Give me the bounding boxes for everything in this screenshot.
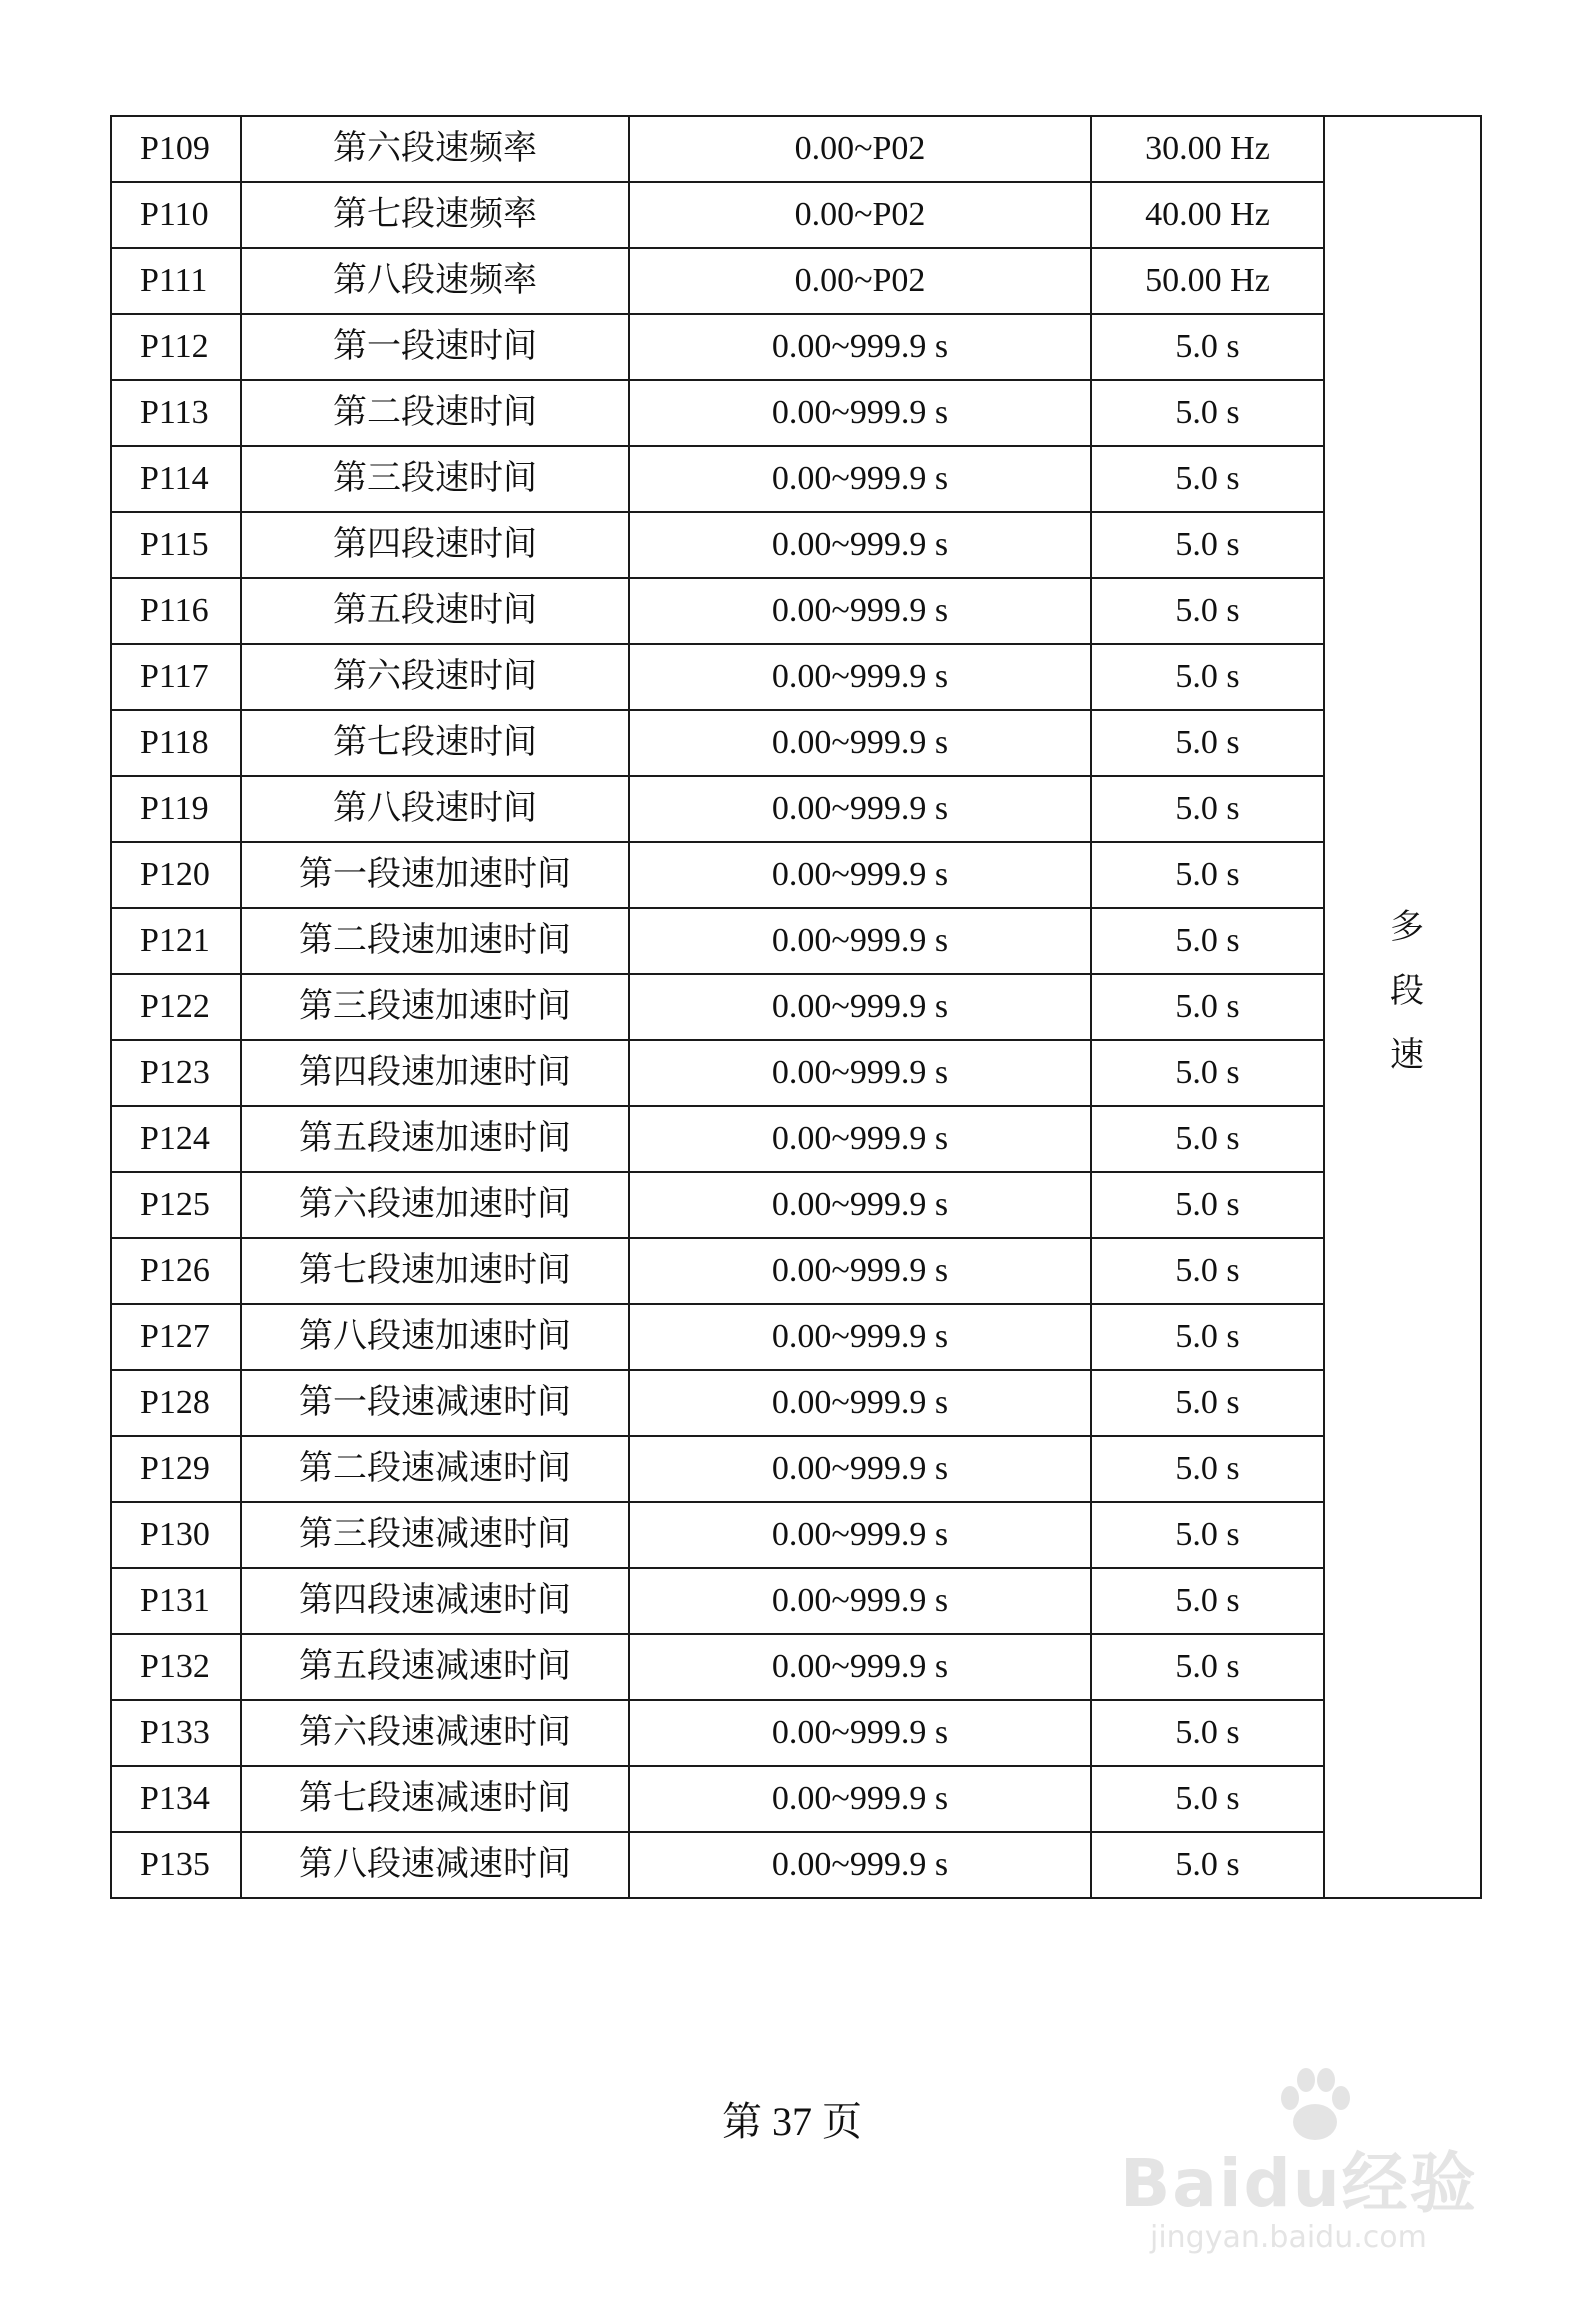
param-name-cell: 第七段速频率 [241,182,629,248]
param-code-cell: P111 [111,248,241,314]
param-default-cell: 5.0 s [1091,1040,1324,1106]
parameter-table [110,115,1482,1899]
param-range-cell: 0.00~999.9 s [629,1436,1091,1502]
param-range-cell: 0.00~999.9 s [629,1106,1091,1172]
param-code-cell: P118 [111,710,241,776]
param-name-cell: 第四段速时间 [241,512,629,578]
param-default-cell: 5.0 s [1091,1766,1324,1832]
param-name-cell: 第五段速时间 [241,578,629,644]
param-code-cell: P127 [111,1304,241,1370]
param-code-cell: P119 [111,776,241,842]
param-range-cell: 0.00~999.9 s [629,1832,1091,1898]
table-row [111,380,1481,446]
param-name-cell: 第五段速加速时间 [241,1106,629,1172]
param-default-cell: 5.0 s [1091,512,1324,578]
param-range-cell: 0.00~999.9 s [629,1634,1091,1700]
page-number: 第 37 页 [722,2099,862,2144]
param-default-cell: 5.0 s [1091,1106,1324,1172]
param-default-cell: 5.0 s [1091,1634,1324,1700]
param-code-cell: P124 [111,1106,241,1172]
param-code-cell: P120 [111,842,241,908]
table-row [111,776,1481,842]
param-default-cell: 5.0 s [1091,380,1324,446]
param-range-cell: 0.00~P02 [629,248,1091,314]
param-default-cell: 5.0 s [1091,842,1324,908]
param-default-cell: 5.0 s [1091,1436,1324,1502]
param-code-cell: P122 [111,974,241,1040]
param-code-cell: P134 [111,1766,241,1832]
param-code-cell: P114 [111,446,241,512]
param-name-cell: 第三段速加速时间 [241,974,629,1040]
param-code-cell: P115 [111,512,241,578]
param-default-cell: 5.0 s [1091,1832,1324,1898]
param-code-cell: P121 [111,908,241,974]
table-row [111,1832,1481,1898]
param-code-cell: P117 [111,644,241,710]
param-range-cell: 0.00~999.9 s [629,1370,1091,1436]
param-name-cell: 第八段速加速时间 [241,1304,629,1370]
param-default-cell: 5.0 s [1091,578,1324,644]
param-range-cell: 0.00~999.9 s [629,380,1091,446]
param-range-cell: 0.00~999.9 s [629,842,1091,908]
table-row [111,842,1481,908]
watermark-url: jingyan.baidu.com [1150,2220,1427,2255]
param-name-cell: 第八段速减速时间 [241,1832,629,1898]
param-default-cell: 5.0 s [1091,1304,1324,1370]
param-name-cell: 第一段速时间 [241,314,629,380]
param-default-cell: 40.00 Hz [1091,182,1324,248]
param-name-cell: 第三段速减速时间 [241,1502,629,1568]
param-range-cell: 0.00~999.9 s [629,1172,1091,1238]
param-range-cell: 0.00~999.9 s [629,1568,1091,1634]
param-code-cell: P123 [111,1040,241,1106]
param-range-cell: 0.00~999.9 s [629,644,1091,710]
watermark-brand: Baidu经验 [1120,2145,1478,2222]
param-range-cell: 0.00~999.9 s [629,446,1091,512]
param-code-cell: P125 [111,1172,241,1238]
param-name-cell: 第二段速时间 [241,380,629,446]
param-name-cell: 第八段速时间 [241,776,629,842]
param-code-cell: P109 [111,116,241,182]
param-code-cell: P128 [111,1370,241,1436]
param-range-cell: 0.00~999.9 s [629,1700,1091,1766]
param-range-cell: 0.00~999.9 s [629,1502,1091,1568]
param-code-cell: P130 [111,1502,241,1568]
param-name-cell: 第一段速减速时间 [241,1370,629,1436]
table-row [111,1634,1481,1700]
table-row [111,644,1481,710]
param-code-cell: P132 [111,1634,241,1700]
table-row [111,314,1481,380]
param-name-cell: 第四段速减速时间 [241,1568,629,1634]
param-code-cell: P113 [111,380,241,446]
table-row [111,908,1481,974]
param-range-cell: 0.00~P02 [629,116,1091,182]
table-row [111,1172,1481,1238]
param-name-cell: 第四段速加速时间 [241,1040,629,1106]
param-default-cell: 5.0 s [1091,974,1324,1040]
param-default-cell: 50.00 Hz [1091,248,1324,314]
table-row [111,1106,1481,1172]
param-code-cell: P135 [111,1832,241,1898]
table-row [111,1436,1481,1502]
param-name-cell: 第五段速减速时间 [241,1634,629,1700]
param-default-cell: 5.0 s [1091,1502,1324,1568]
param-name-cell: 第七段速时间 [241,710,629,776]
param-range-cell: 0.00~999.9 s [629,1040,1091,1106]
param-default-cell: 30.00 Hz [1091,116,1324,182]
param-code-cell: P131 [111,1568,241,1634]
param-default-cell: 5.0 s [1091,644,1324,710]
param-range-cell: 0.00~999.9 s [629,974,1091,1040]
param-range-cell: 0.00~999.9 s [629,578,1091,644]
param-range-cell: 0.00~999.9 s [629,776,1091,842]
table-row [111,1040,1481,1106]
param-name-cell: 第七段速加速时间 [241,1238,629,1304]
param-default-cell: 5.0 s [1091,1172,1324,1238]
table-row [111,578,1481,644]
param-code-cell: P112 [111,314,241,380]
table-row [111,248,1481,314]
param-range-cell: 0.00~999.9 s [629,512,1091,578]
param-default-cell: 5.0 s [1091,446,1324,512]
param-name-cell: 第六段速加速时间 [241,1172,629,1238]
param-name-cell: 第一段速加速时间 [241,842,629,908]
param-range-cell: 0.00~999.9 s [629,1238,1091,1304]
param-name-cell: 第六段速时间 [241,644,629,710]
param-name-cell: 第二段速加速时间 [241,908,629,974]
table-row [111,446,1481,512]
param-code-cell: P110 [111,182,241,248]
table-row [111,116,1481,182]
param-default-cell: 5.0 s [1091,776,1324,842]
param-default-cell: 5.0 s [1091,710,1324,776]
param-name-cell: 第三段速时间 [241,446,629,512]
param-range-cell: 0.00~999.9 s [629,710,1091,776]
table-row [111,1238,1481,1304]
table-row [111,710,1481,776]
param-name-cell: 第六段速频率 [241,116,629,182]
param-range-cell: 0.00~999.9 s [629,314,1091,380]
param-range-cell: 0.00~P02 [629,182,1091,248]
table-row [111,512,1481,578]
table-row [111,1502,1481,1568]
table-row [111,1568,1481,1634]
param-default-cell: 5.0 s [1091,314,1324,380]
table-row [111,1370,1481,1436]
parameter-table-body [111,116,1481,1898]
param-default-cell: 5.0 s [1091,908,1324,974]
param-range-cell: 0.00~999.9 s [629,1304,1091,1370]
table-row [111,1304,1481,1370]
group-cell [1324,116,1481,1898]
param-range-cell: 0.00~999.9 s [629,1766,1091,1832]
table-row [111,1766,1481,1832]
param-code-cell: P133 [111,1700,241,1766]
table-row [111,1700,1481,1766]
baidu-jingyan-watermark [1120,2060,1510,2260]
param-default-cell: 5.0 s [1091,1568,1324,1634]
param-name-cell: 第二段速减速时间 [241,1436,629,1502]
group-label: 多段速 [1384,907,1422,1100]
table-row [111,974,1481,1040]
param-code-cell: P129 [111,1436,241,1502]
param-code-cell: P126 [111,1238,241,1304]
param-name-cell: 第六段速减速时间 [241,1700,629,1766]
table-row [111,182,1481,248]
param-default-cell: 5.0 s [1091,1370,1324,1436]
param-code-cell: P116 [111,578,241,644]
param-default-cell: 5.0 s [1091,1238,1324,1304]
param-name-cell: 第八段速频率 [241,248,629,314]
param-name-cell: 第七段速减速时间 [241,1766,629,1832]
param-range-cell: 0.00~999.9 s [629,908,1091,974]
param-default-cell: 5.0 s [1091,1700,1324,1766]
